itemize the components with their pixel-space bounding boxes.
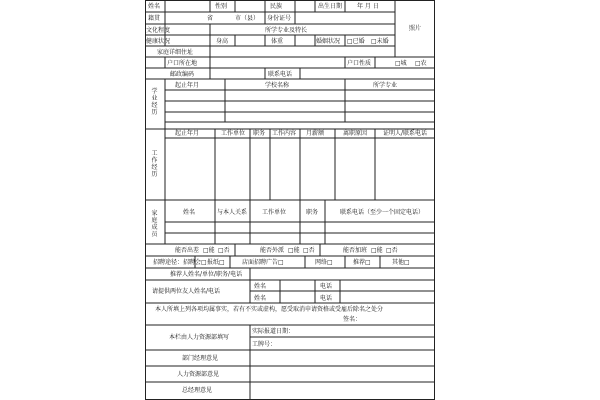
- channel-store-ad[interactable]: 店面招聘广告□: [242, 259, 284, 266]
- label-native-place: 籍贯: [148, 15, 161, 22]
- declaration-text: 本人所填上列各项均属事实，若有不实或虚构，愿受取消申请资格或受雇后除名之处分: [155, 306, 384, 313]
- label-can-overtime: 能否加班: [343, 247, 368, 254]
- channel-other[interactable]: 其他□: [392, 259, 410, 266]
- channel-referral[interactable]: 推荐□: [353, 259, 371, 266]
- label-badge-number: 工牌号：: [252, 341, 277, 348]
- label-hukou-location: 户口所在地: [167, 60, 198, 67]
- label-gender: 性别: [215, 3, 228, 10]
- label-id-number: 身份证号: [267, 15, 292, 22]
- checkbox-relocate-no[interactable]: □否: [303, 247, 315, 254]
- friend2-name-label: 姓名: [254, 295, 267, 302]
- study-col-period: 起止年月: [175, 82, 200, 89]
- section-study-history: 学业经历: [151, 88, 158, 116]
- checkbox-travel-yes[interactable]: □能: [203, 247, 215, 254]
- birth-date-format: 年 月 日: [357, 3, 379, 10]
- label-ethnicity: 民族: [270, 3, 283, 10]
- label-education: 文化程度: [146, 27, 171, 34]
- checkbox-overtime-yes[interactable]: □能: [371, 247, 383, 254]
- study-col-school: 学校名称: [265, 82, 290, 89]
- label-hukou-type: 户口性质: [347, 60, 372, 67]
- label-gm-opinion: 总经理意见: [182, 387, 213, 394]
- work-col-period: 起止年月: [175, 130, 200, 137]
- label-home-address: 家庭详细住址: [157, 49, 194, 56]
- label-major: 所学专业及特长: [265, 27, 308, 34]
- label-weight: 体重: [271, 38, 284, 45]
- label-hr-dept-opinion: 人力资源部意见: [177, 371, 220, 378]
- work-col-employer: 工作单位: [221, 130, 246, 137]
- label-birth-date: 出生日期: [318, 3, 343, 10]
- checkbox-rural[interactable]: □农: [415, 60, 427, 67]
- hr-fill-note: 本栏由人力资源部填写: [169, 334, 230, 341]
- photo-box-label: 照片: [409, 25, 422, 32]
- label-recruit-channel: 招聘途径：: [153, 259, 184, 266]
- work-col-position: 职务: [253, 130, 266, 137]
- family-col-position: 职务: [306, 209, 319, 216]
- channel-job-fair[interactable]: 招聘会□: [183, 259, 207, 266]
- label-referrer: 推荐人姓名/单位/职务/电话: [170, 271, 243, 278]
- label-health: 健康状况: [146, 38, 171, 45]
- family-col-relation: 与本人关系: [217, 209, 248, 216]
- label-postcode: 邮政编码: [170, 71, 195, 78]
- work-col-leave-reason: 离职原因: [343, 130, 368, 137]
- friend2-phone-label: 电话: [320, 295, 333, 302]
- label-dept-manager-opinion: 部门经理意见: [182, 355, 219, 362]
- label-height: 身高: [216, 38, 229, 45]
- section-work-history: 工作经历: [151, 150, 158, 178]
- work-col-referee: 证明人/联系电话: [383, 130, 428, 137]
- section-family-members: 家庭成员: [151, 210, 158, 238]
- study-col-major: 所学专业: [373, 82, 398, 89]
- family-col-employer: 工作单位: [262, 209, 287, 216]
- label-two-friends: 请提供两位友人姓名/电话: [152, 288, 221, 295]
- work-col-duties: 工作内容: [272, 130, 297, 137]
- label-name: 姓名: [148, 3, 161, 10]
- application-form: [145, 0, 435, 400]
- channel-newspaper[interactable]: 报纸□: [207, 259, 225, 266]
- label-report-date: 实际报道日期：: [252, 328, 295, 335]
- checkbox-unmarried[interactable]: □未婚: [371, 38, 389, 45]
- checkbox-overtime-no[interactable]: □否: [386, 247, 398, 254]
- checkbox-relocate-yes[interactable]: □能: [288, 247, 300, 254]
- friend1-phone-label: 电话: [320, 283, 333, 290]
- label-phone: 联系电话: [268, 71, 293, 78]
- checkbox-married[interactable]: □已婚: [347, 38, 365, 45]
- label-province: 省: [207, 15, 214, 22]
- label-marital-status: 婚姻状况: [316, 38, 341, 45]
- friend1-name-label: 姓名: [254, 283, 267, 290]
- label-can-relocate: 能否外派: [260, 247, 285, 254]
- family-col-phone: 联系电话（至少一个固定电话）: [340, 209, 425, 216]
- checkbox-town[interactable]: □城: [395, 60, 407, 67]
- checkbox-travel-no[interactable]: □否: [218, 247, 230, 254]
- work-col-salary: 月薪额: [306, 130, 325, 137]
- signature-label: 签名：: [343, 316, 362, 323]
- channel-internet[interactable]: 网络□: [315, 259, 333, 266]
- label-can-travel: 能否出差: [175, 247, 200, 254]
- family-col-name: 姓名: [183, 209, 196, 216]
- label-city: 市（县）: [235, 15, 260, 22]
